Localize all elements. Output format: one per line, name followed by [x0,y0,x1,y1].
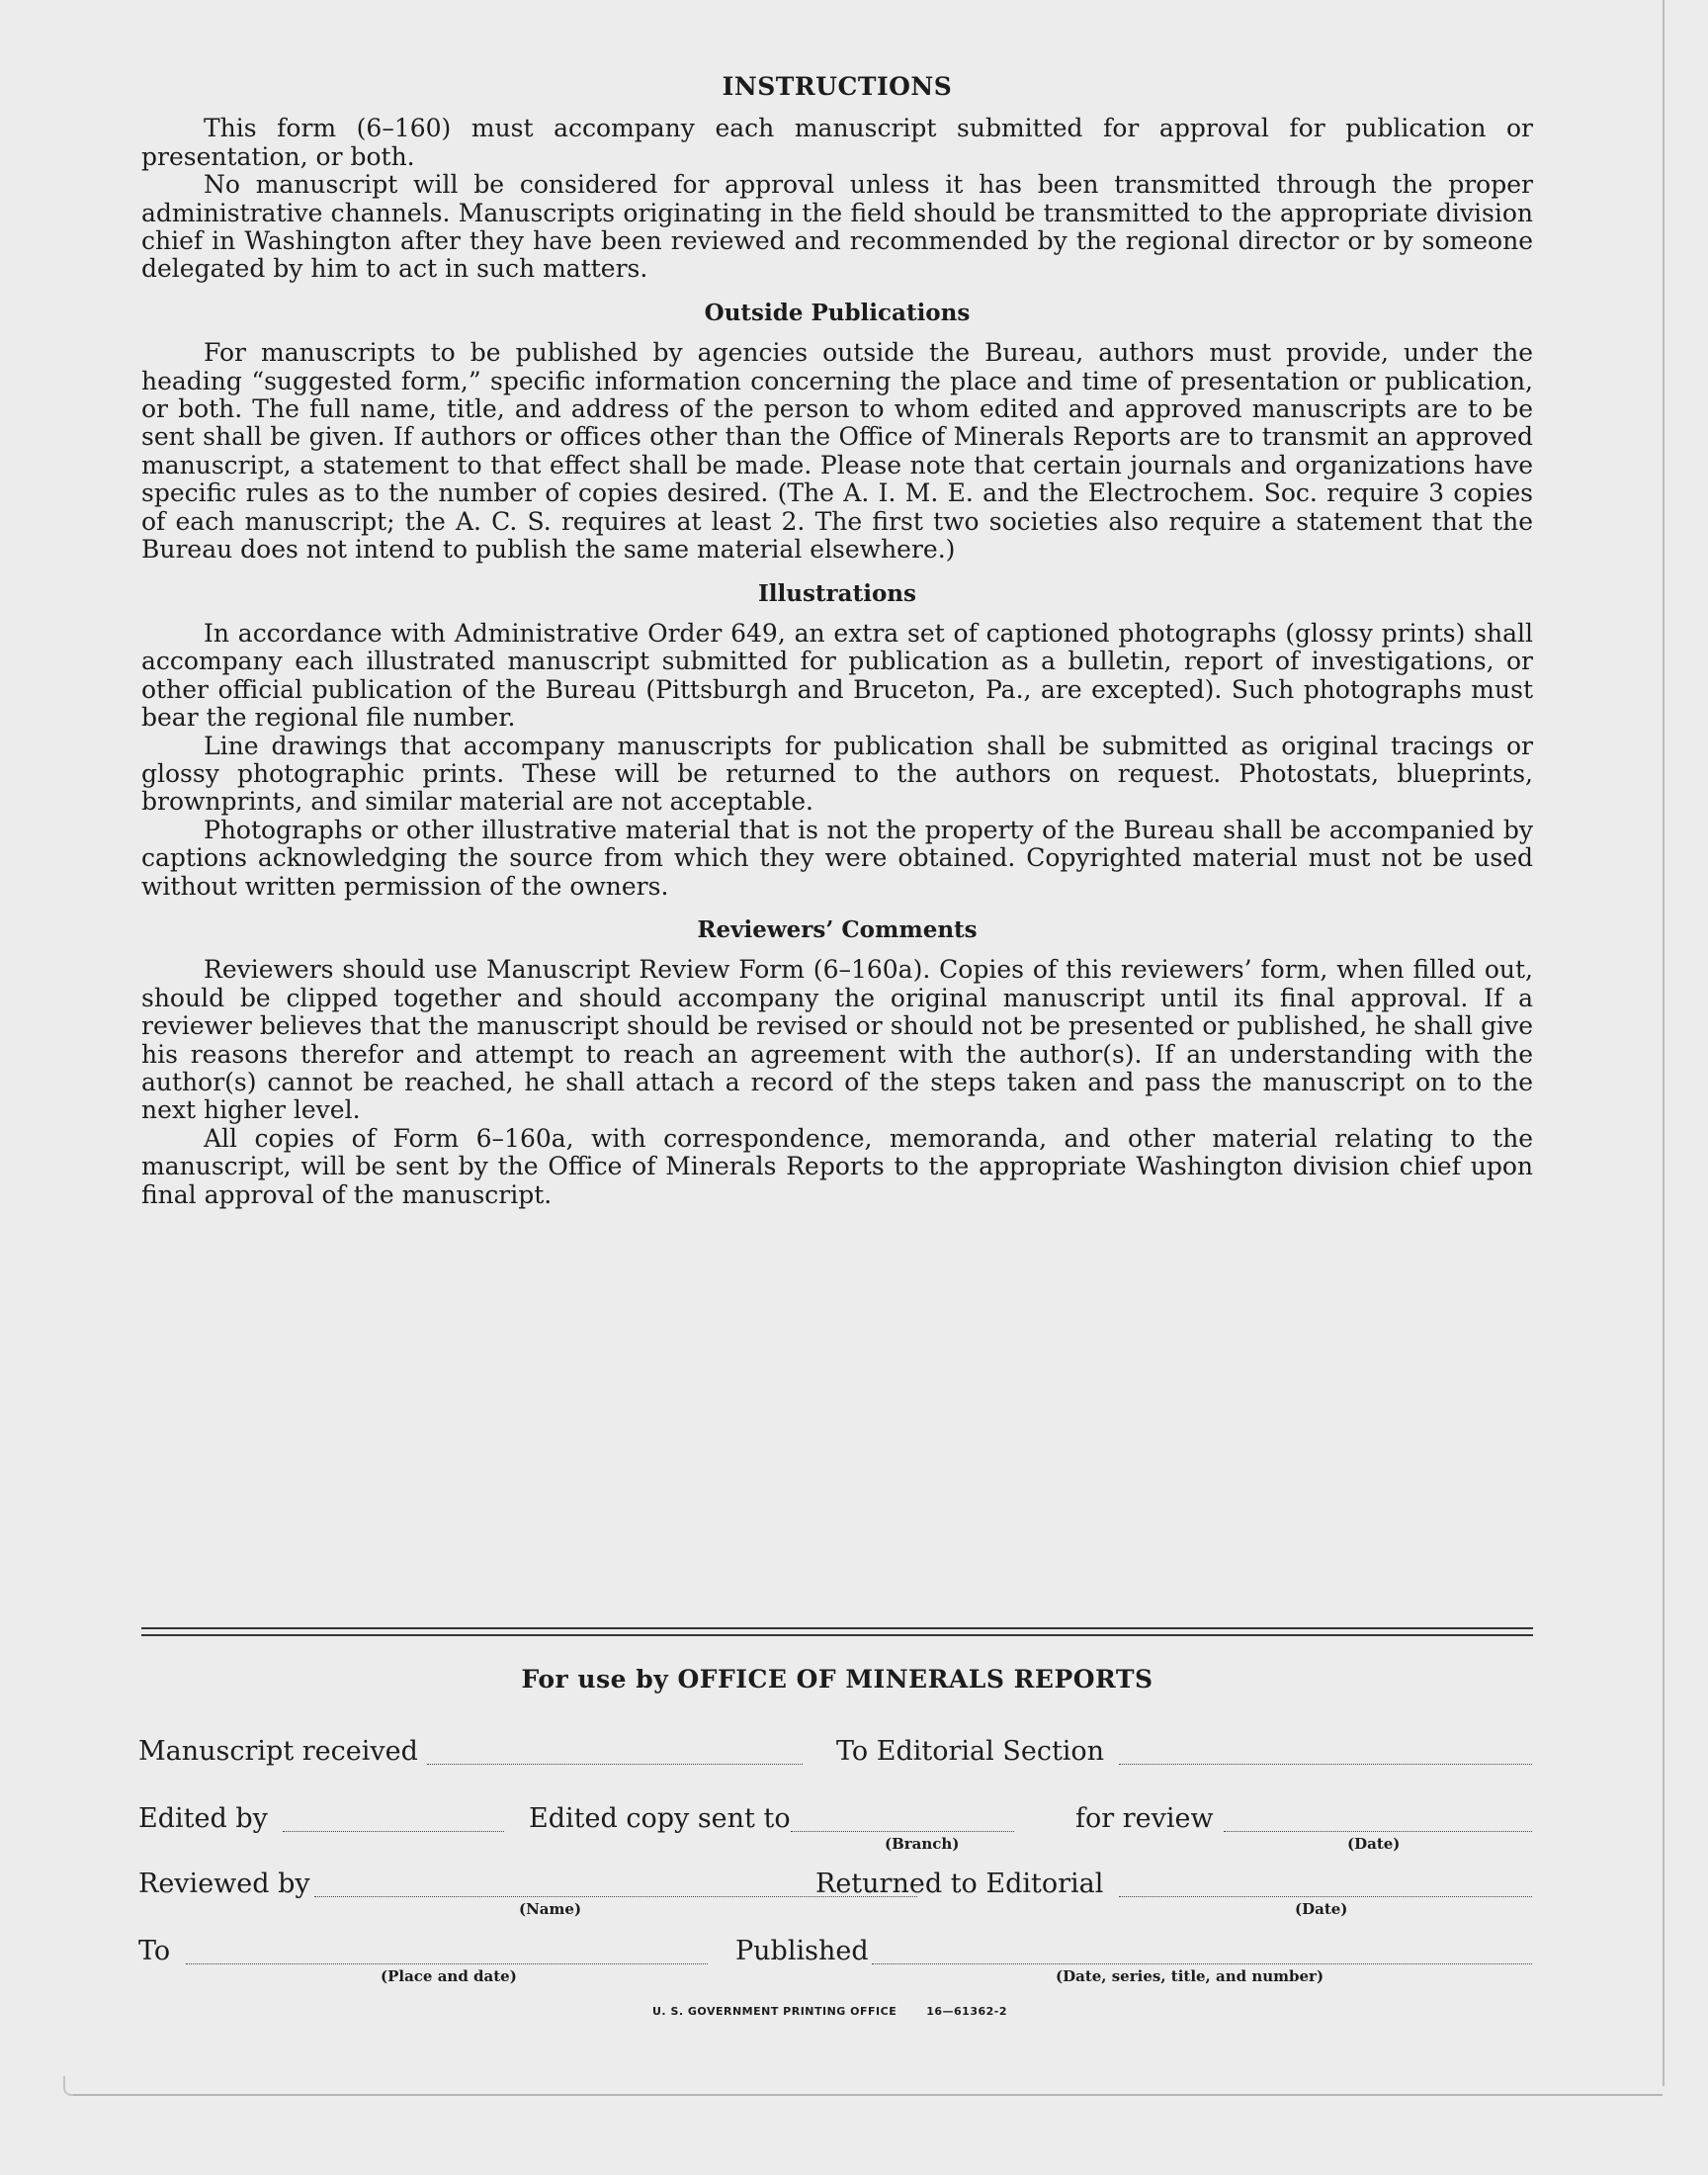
page-edge-right [1663,0,1665,2086]
review-date-caption: (Date) [1347,1835,1401,1853]
heading-reviewers-comments: Reviewers’ Comments [697,915,978,943]
for-review-date-field[interactable] [1224,1831,1532,1832]
to-editorial-section-label: To Editorial Section [836,1736,1105,1767]
edited-by-field[interactable] [283,1831,504,1832]
to-label: To [138,1936,171,1966]
branch-caption: (Branch) [885,1835,960,1853]
office-form-title: For use by OFFICE OF MINERALS REPORTS [521,1665,1153,1694]
paragraph-copies-sent: All copies of Form 6–160a, with correspondence, memoranda, and other material relating to the manuscript, will be sent by the Office of Minerals Reports to the appropriate Washington division chief upon final approval of the manuscript. [141,1123,1533,1209]
printer-name: U. S. GOVERNMENT PRINTING OFFICE [652,2005,897,2018]
heading-outside-publications: Outside Publications [704,299,971,326]
paragraph-line-drawings: Line drawings that accompany manuscripts for publication shall be submitted as original tracings or glossy photographic prints. These will be returned to the authors on request. Photostats, blueprints, brownprints, and similar material are not acceptable. [141,731,1533,817]
returned-date-caption: (Date) [1295,1900,1348,1918]
published-label: Published [735,1936,869,1966]
print-code: 16—61362-2 [926,2005,1008,2018]
instructions-title: INSTRUCTIONS [722,72,953,101]
to-editorial-section-field[interactable] [1119,1764,1532,1765]
published-field[interactable] [872,1963,1532,1964]
form-row-received [138,1736,1534,1770]
paragraph-photographs: In accordance with Administrative Order 649, an extra set of captioned photographs (glossy prints) shall accompany each illustrated manuscript submitted for publication as a bulletin, report of investigations, or other official publication of the Bureau (Pittsburgh and Bruceton, Pa., are excepted). Such photographs must bear the regional file number. [141,618,1533,733]
edited-by-label: Edited by [138,1803,268,1834]
paragraph-channels: No manuscript will be considered for approval unless it has been transmitted through the proper administrative channels. Manuscripts originating in the field should be transmitted to the appropriate division chief in Washington after they have been reviewed and recommended by the regional director or by someone delegated by him to act in such matters. [141,170,1533,284]
paragraph-copyright: Photographs or other illustrative material that is not the property of the Bureau shall be accompanied by captions acknowledging the source from which they were obtained. Copyrighted material must not be used without written permission of the owners. [141,815,1533,901]
place-and-date-caption: (Place and date) [381,1967,517,1985]
page-corner [63,2076,73,2096]
paragraph-form-requirement: This form (6–160) must accompany each manuscript submitted for approval for publication or presentation, or both. [141,114,1533,171]
paragraph-outside-publications: For manuscripts to be published by agencies outside the Bureau, authors must provide, under the heading “suggested form,” specific information concerning the place and time of presentation or publication, or both. The full name, title, and address of the person to whom edited and approved manuscripts are to be sent shall be given. If authors or offices other than the Office of Minerals Reports are to transmit an approved manuscript, a statement to that effect shall be made. Please note that certain journals and organizations have specific rules as to the number of copies desired. (The A. I. M. E. and the Electrochem. Soc. require 3 copies of each manuscript; the A. C. S. requires at least 2. The first two societies also require a statement that the Bureau does not intend to publish the same material elsewhere.) [141,338,1533,565]
printer-imprint [652,2005,1007,2018]
heading-illustrations: Illustrations [758,579,916,607]
page-edge-bottom [69,2094,1663,2096]
published-caption: (Date, series, title, and number) [1056,1967,1324,1985]
instructions-section [141,73,1533,1209]
returned-to-editorial-field[interactable] [1119,1896,1532,1897]
edited-copy-sent-to-field[interactable] [791,1831,1014,1832]
name-caption: (Name) [519,1900,582,1918]
reviewed-by-label: Reviewed by [138,1869,310,1899]
manuscript-received-label: Manuscript received [138,1736,418,1767]
form-row-edited [138,1803,1534,1853]
for-review-label: for review [1075,1803,1214,1834]
form-row-published [138,1936,1534,1985]
paragraph-review-form: Reviewers should use Manuscript Review Form (6–160a). Copies of this reviewers’ form, when filled out, should be clipped together and should accompany the original manuscript until its final approval. If a reviewer believes that the manuscript should be revised or should not be presented or published, he shall give his reasons therefor and attempt to reach an agreement with the author(s). If an understanding with the author(s) cannot be reached, he shall attach a record of the steps taken and pass the manuscript on to the next higher level. [141,955,1533,1125]
manuscript-received-field[interactable] [427,1764,803,1765]
form-row-reviewed [138,1869,1534,1918]
divider-rule-top [141,1627,1533,1629]
returned-to-editorial-label: Returned to Editorial [815,1869,1104,1899]
divider-rule-bottom [141,1634,1533,1636]
edited-copy-sent-to-label: Edited copy sent to [529,1803,791,1834]
to-field[interactable] [186,1963,708,1964]
